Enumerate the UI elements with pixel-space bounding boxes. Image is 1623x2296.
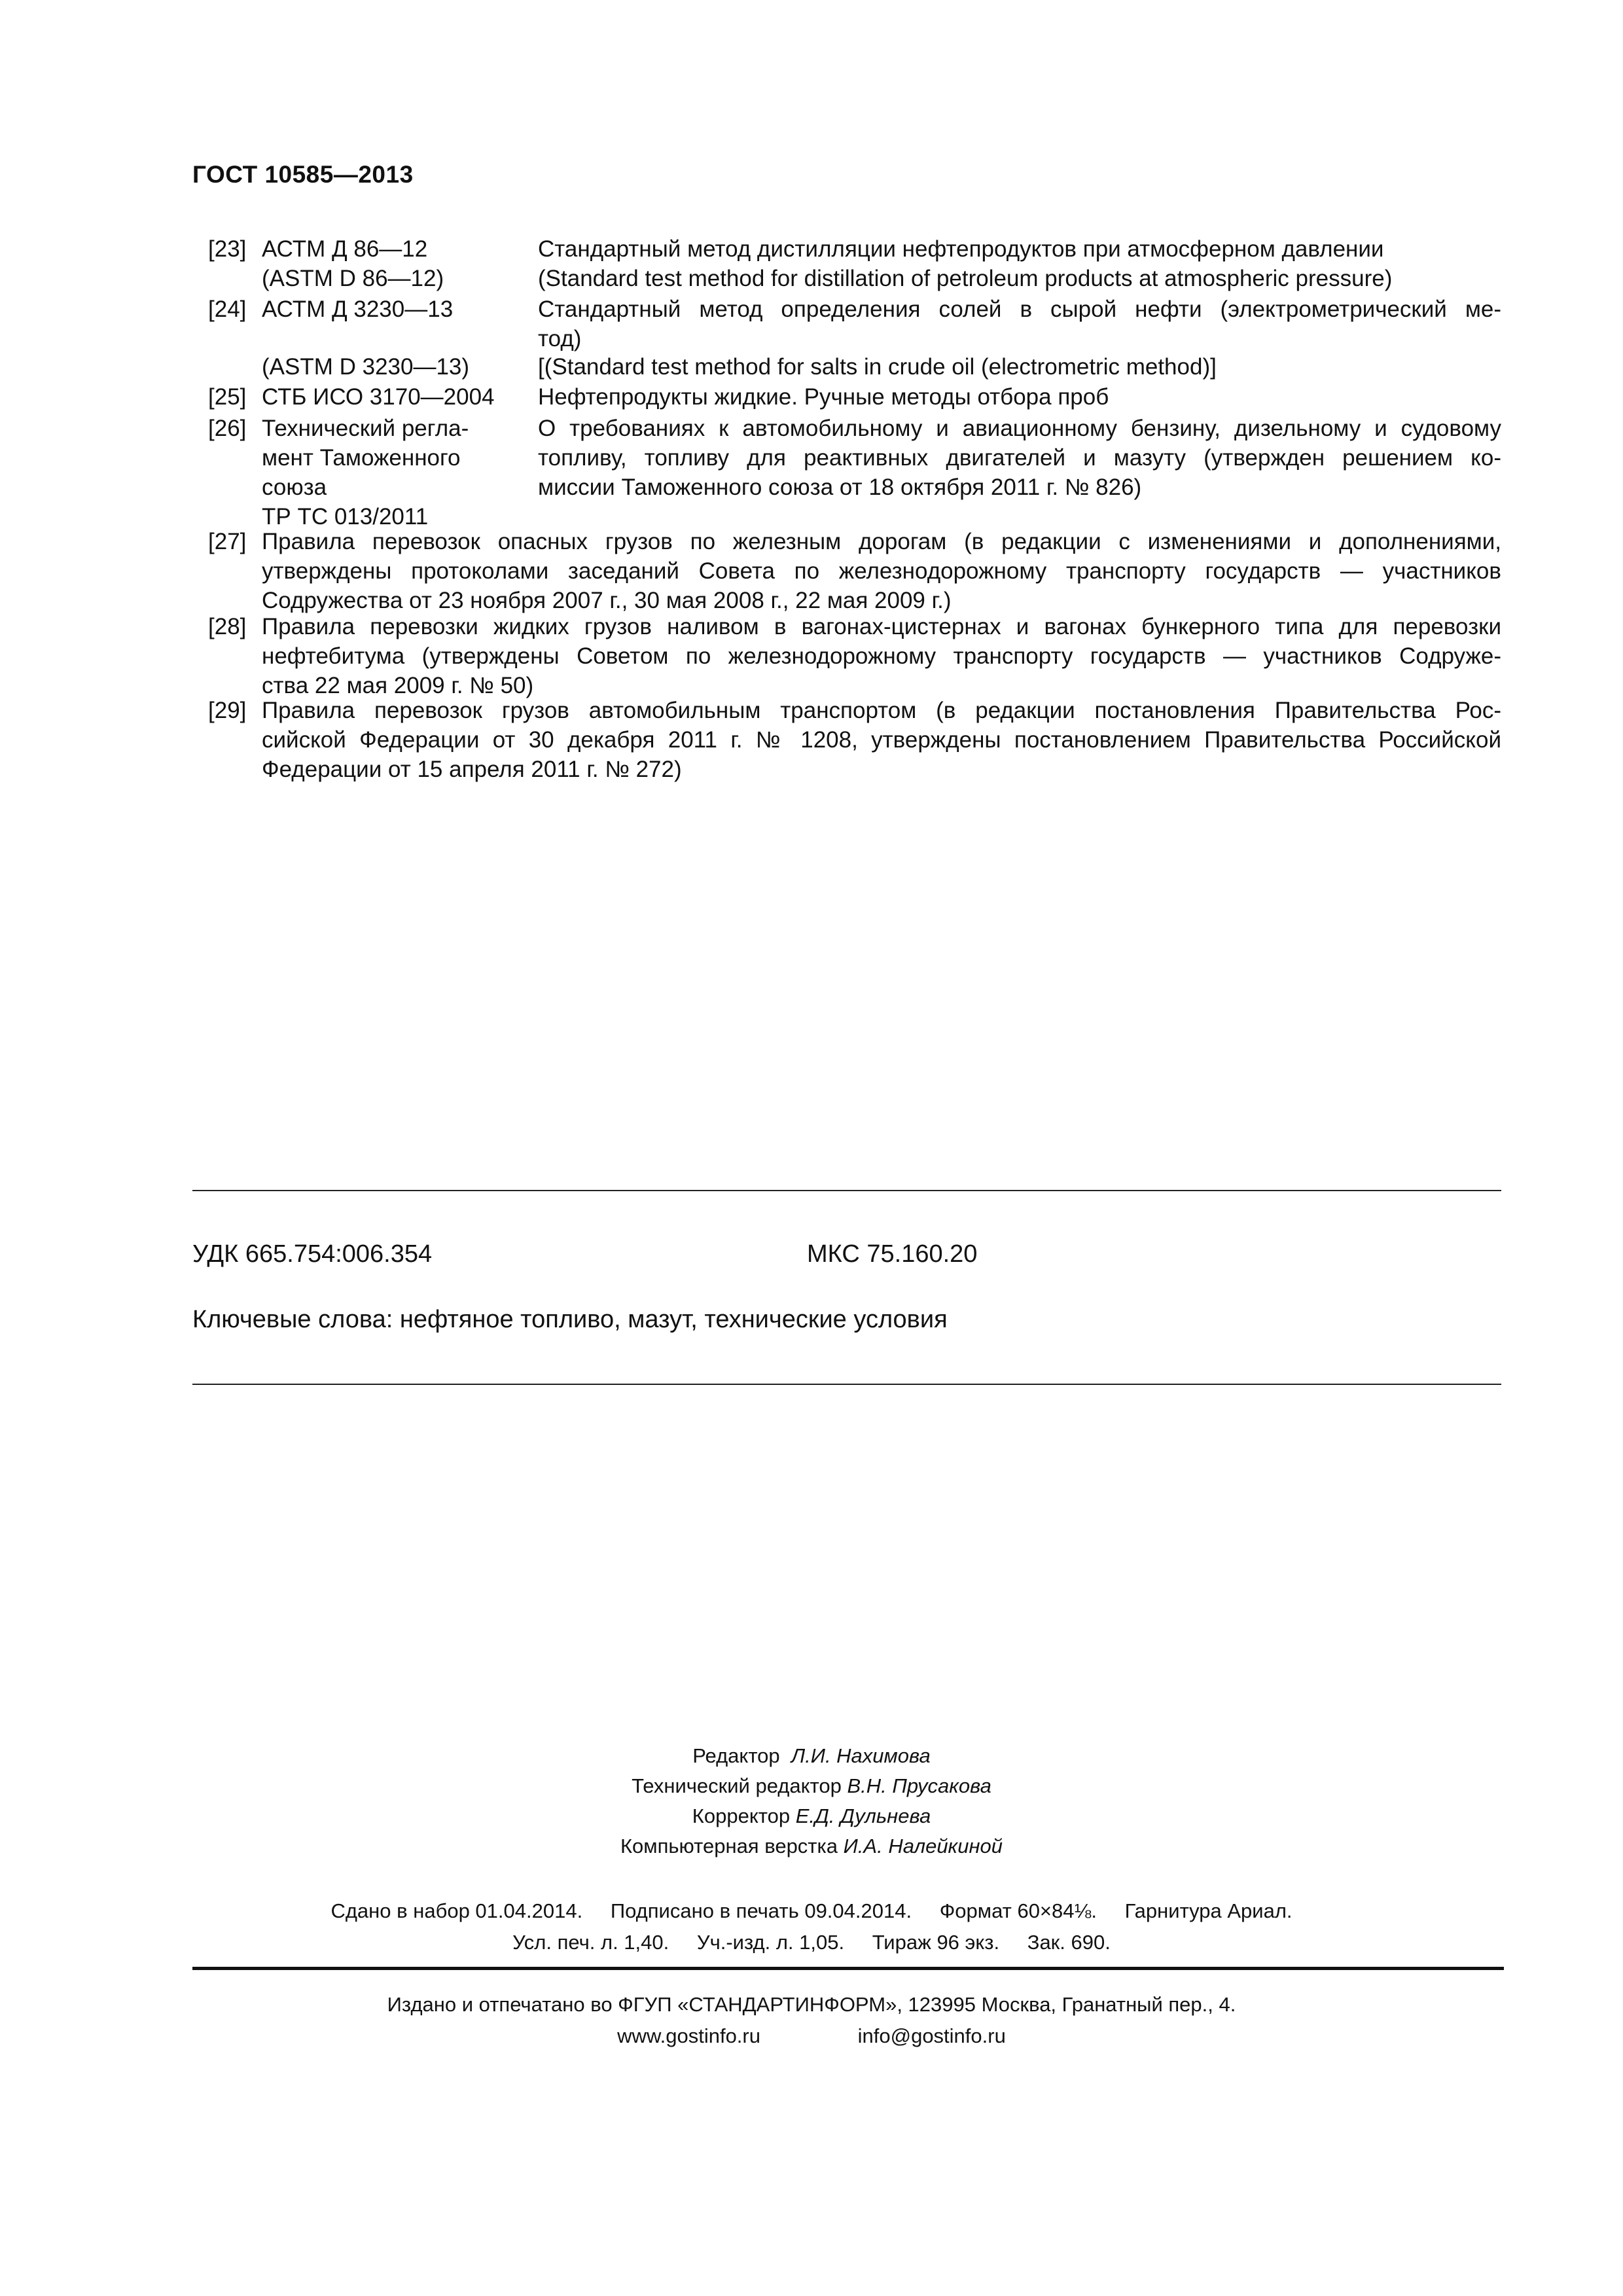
print-info-line-1: Сдано в набор 01.04.2014. Подписано в печать 09.04.2014. Формат 60×84⅛. Гарнитура Ариал.	[330, 1899, 1293, 1922]
reference-description: Стандартный метод дистилляции нефтепродуктов при атмосферном давлении (Standard test method for distillation of petroleum products at atmospheric pressure)	[538, 236, 1393, 291]
reference-code: АСТМ Д 3230—13	[262, 296, 454, 322]
credit-technical-editor: Технический редактор В.Н. Прусакова	[632, 1774, 991, 1797]
publisher-line: Издано и отпечатано во ФГУП «СТАНДАРТИНФОРМ», 123995 Москва, Гранатный пер., 4.	[387, 1993, 1236, 2016]
reference-number: [24]	[208, 296, 247, 322]
reference-code: Технический регла- мент Таможенного союза ТР ТС 013/2011	[262, 416, 469, 529]
reference-number: [28]	[208, 614, 247, 639]
publisher-contacts	[0, 2021, 1623, 2051]
reference-code: АСТМ Д 86—12 (ASTM D 86—12)	[262, 236, 444, 291]
reference-description: Правила перевозок грузов автомобильным транспортом (в редакции постановления Правительства Рос- сийской Федерации от 30 декабря 2011 г. № 1208, утверждены постановлением Правительства Российской Федерации от 15 апреля 2011 г. № 272)	[262, 698, 1501, 782]
reference-description: Стандартный метод определения солей в сырой нефти (электрометрический ме- тод)	[538, 296, 1501, 351]
reference-description: Нефтепродукты жидкие. Ручные методы отбора проб	[538, 384, 1109, 410]
reference-description: О требованиях к автомобильному и авиационному бензину, дизельному и судовому топливу, топливу для реактивных двигателей и мазуту (утвержден решением ко- миссии Таможенного союза от 18 октября 2011 г. № 826)	[538, 416, 1501, 500]
reference-code: (ASTM D 3230—13)	[262, 354, 470, 380]
divider	[192, 1384, 1501, 1385]
print-info-line-2: Усл. печ. л. 1,40. Уч.-изд. л. 1,05. Тираж 96 экз. Зак. 690.	[512, 1931, 1111, 1954]
credit-editor: Редактор Л.И. Нахимова	[692, 1744, 931, 1767]
reference-number: [26]	[208, 416, 247, 441]
email-link: info@gostinfo.ru	[857, 2024, 1006, 2047]
divider	[192, 1190, 1501, 1191]
mks-code: МКС 75.160.20	[807, 1240, 978, 1268]
reference-number: [23]	[208, 236, 247, 262]
credit-layout: Компьютерная верстка И.А. Налейкиной	[620, 1835, 1003, 1857]
udk-code: УДК 665.754:006.354	[192, 1240, 433, 1268]
reference-description: [(Standard test method for salts in crude oil (electrometric method)]	[538, 354, 1217, 380]
page-header: ГОСТ 10585—2013	[192, 161, 414, 188]
website-link: www.gostinfo.ru	[617, 2024, 760, 2047]
reference-number: [29]	[208, 698, 247, 723]
reference-description: Правила перевозок опасных грузов по железным дорогам (в редакции с изменениями и дополнениями, утверждены протоколами заседаний Совета по железнодорожному транспорту государств — участников Содружества от 23 ноября 2007 г., 30 мая 2008 г., 22 мая 2009 г.)	[262, 529, 1501, 613]
keywords: Ключевые слова: нефтяное топливо, мазут, технические условия	[192, 1306, 948, 1333]
reference-code: СТБ ИСО 3170—2004	[262, 384, 495, 410]
divider-thick	[192, 1967, 1504, 1970]
reference-number: [27]	[208, 529, 247, 554]
credits-block	[0, 1741, 1623, 1861]
reference-description: Правила перевозки жидких грузов наливом в вагонах-цистернах и вагонах бункерного типа для перевозки нефтебитума (утверждены Советом по железнодорожному транспорту государств — участников Содруже- ства 22 мая 2009 г. № 50)	[262, 614, 1501, 698]
credit-proofreader: Корректор Е.Д. Дульнева	[692, 1804, 931, 1827]
reference-number: [25]	[208, 384, 247, 410]
